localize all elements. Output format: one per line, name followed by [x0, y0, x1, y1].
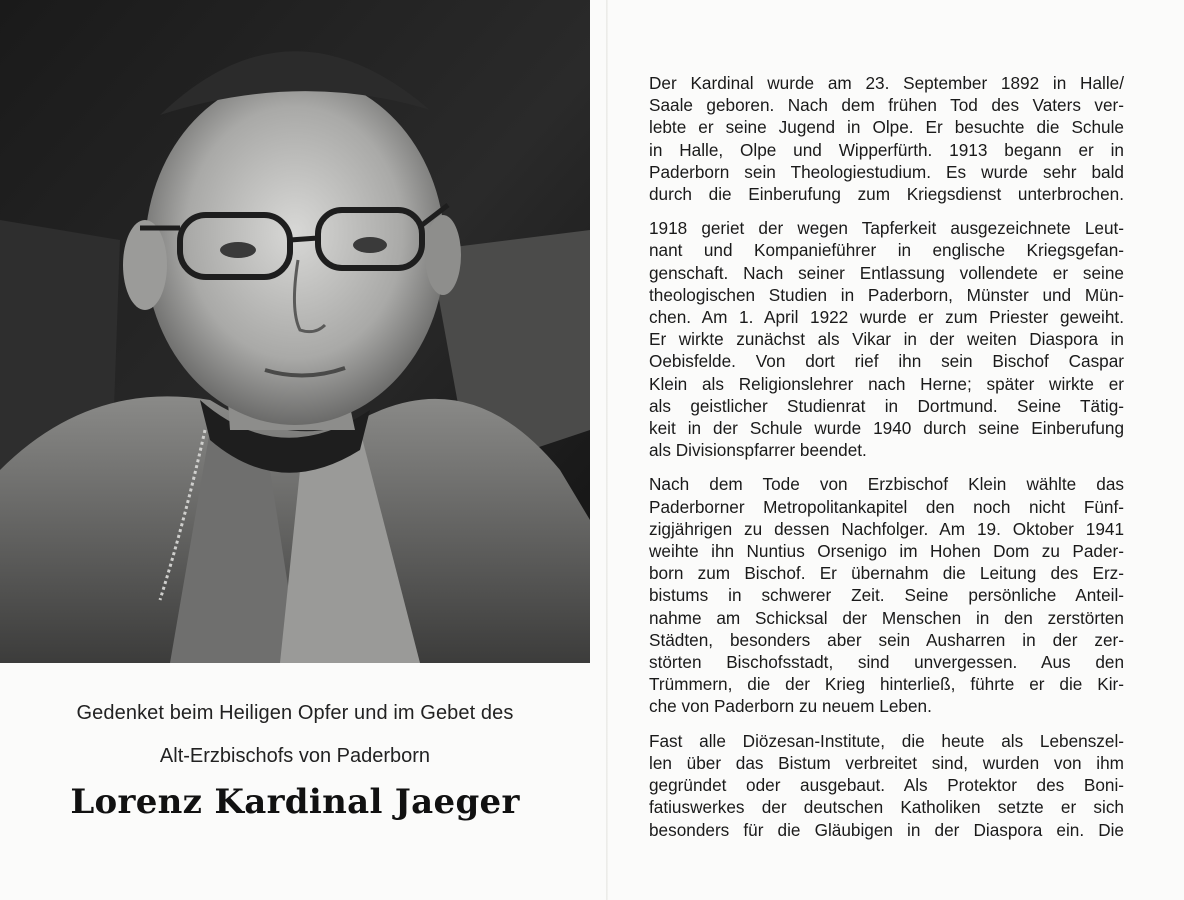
- text-line: 1918 geriet der wegen Tapferkeit ausgezeichnete Leut-: [649, 218, 1124, 239]
- text-line: Klein als Religionslehrer nach Herne; später wirkte er: [649, 373, 1124, 394]
- text-line: lebte er seine Jugend in Olpe. Er besuchte die Schule: [649, 117, 1124, 138]
- text-line: theologischen Studien in Paderborn, Münster und Mün-: [649, 284, 1124, 305]
- text-line: in Halle, Olpe und Wipperfürth. 1913 begann er in: [649, 139, 1124, 160]
- text-line: Paderborner Metropolitankapitel den noch nicht Fünf-: [649, 496, 1124, 517]
- text-line: Er wirkte zunächst als Vikar in der weiten Diaspora in: [649, 329, 1124, 350]
- text-line: durch die Einberufung zum Kriegsdienst unterbrochen.: [649, 184, 1124, 205]
- text-line: Der Kardinal wurde am 23. September 1892 in Halle/: [649, 73, 1124, 93]
- text-line: keit in der Schule wurde 1940 durch seine Einberufung: [649, 418, 1124, 439]
- text-line: nahme am Schicksal der Menschen in den zerstörten: [649, 607, 1124, 628]
- text-line: chen. Am 1. April 1922 wurde er zum Priester geweiht.: [649, 307, 1124, 328]
- text-line: nant und Kompanieführer in englische Kriegsgefan-: [649, 240, 1124, 261]
- text-line: bistums in schwerer Zeit. Seine persönliche Anteil-: [649, 585, 1124, 606]
- caption-line-remembrance: Gedenket beim Heiligen Opfer und im Gebet des: [76, 702, 514, 724]
- biography-paragraph: [649, 217, 1124, 461]
- text-line: Fast alle Diözesan-Institute, die heute als Lebenszel-: [649, 730, 1124, 751]
- biography-text: [649, 72, 1124, 853]
- biography-paragraph: [649, 730, 1124, 841]
- text-line: besonders für die Gläubigen in der Diaspora ein. Die: [649, 819, 1124, 840]
- biography-paragraph: [649, 72, 1124, 205]
- text-line: als geistlicher Studienrat in Dortmund. Seine Tätig-: [649, 395, 1124, 416]
- text-line: gegründet oder ausgebaut. Als Protektor des Boni-: [649, 775, 1124, 796]
- text-line: fatiuswerkes der deutschen Katholiken setzte er sich: [649, 797, 1124, 818]
- text-line: Saale geboren. Nach dem frühen Tod des Vaters ver-: [649, 95, 1124, 116]
- text-line: Städten, besonders aber sein Ausharren in der zer-: [649, 629, 1124, 650]
- text-line: Paderborn sein Theologiestudium. Es wurde sehr bald: [649, 161, 1124, 182]
- card-fold: [606, 0, 608, 900]
- deceased-name: Lorenz Kardinal Jaeger: [70, 782, 520, 822]
- text-line: zigjährigen zu dessen Nachfolger. Am 19. Oktober 1941: [649, 518, 1124, 539]
- portrait-photo: [0, 0, 590, 663]
- text-line: Trümmern, die der Krieg hinterließ, führte er die Kir-: [649, 674, 1124, 695]
- text-line: len über das Bistum verbreitet sind, wurden von ihm: [649, 752, 1124, 773]
- text-line: als Divisionspfarrer beendet.: [649, 440, 867, 461]
- text-line: born zum Bischof. Er übernahm die Leitung des Erz-: [649, 563, 1124, 584]
- memorial-caption: [0, 688, 590, 822]
- text-line: genschaft. Nach seiner Entlassung vollendete er seine: [649, 262, 1124, 283]
- biography-paragraph: [649, 473, 1124, 717]
- portrait-photo-icon: [0, 0, 590, 663]
- text-line: che von Paderborn zu neuem Leben.: [649, 696, 932, 717]
- caption-line-title: Alt-Erzbischofs von Paderborn: [159, 745, 431, 767]
- text-line: störten Bischofsstadt, sind unvergessen. Aus den: [649, 652, 1124, 673]
- text-line: Oebisfelde. Von dort rief ihn sein Bischof Caspar: [649, 351, 1124, 372]
- text-line: Nach dem Tode von Erzbischof Klein wählte das: [649, 474, 1124, 495]
- text-line: weihte ihn Nuntius Orsenigo im Hohen Dom zu Pader-: [649, 541, 1124, 562]
